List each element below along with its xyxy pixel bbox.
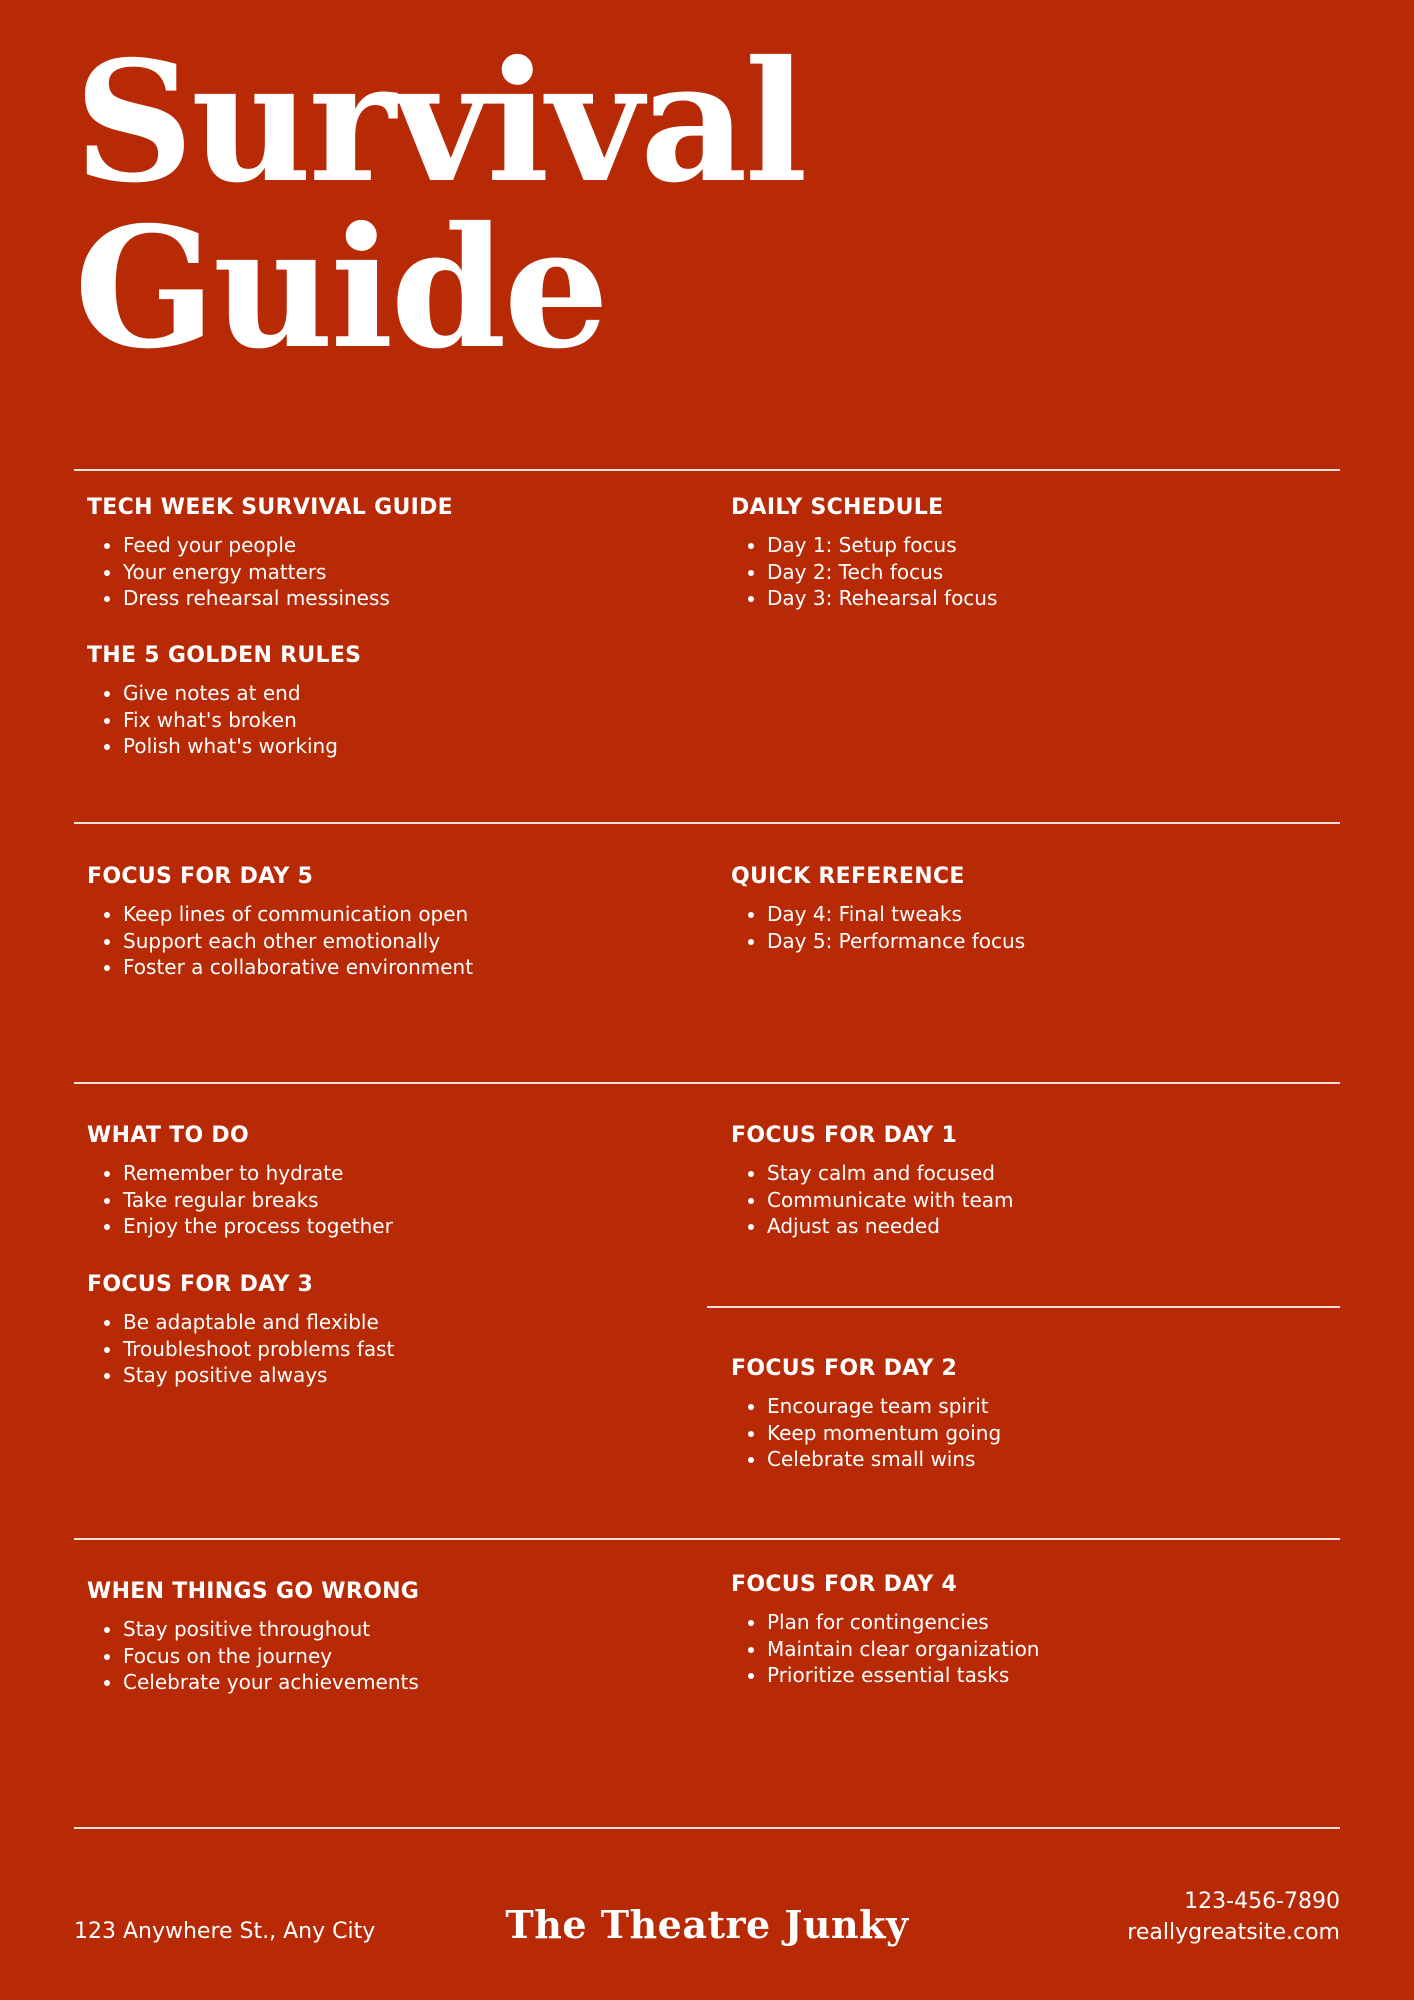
list-item: • Focus on the journey: [123, 1643, 687, 1670]
list-item: • Communicate with team: [767, 1187, 1331, 1214]
section-focus-day-4: [731, 1571, 1331, 1689]
bullet-list: [87, 1309, 687, 1389]
list-item: • Day 5: Performance focus: [767, 928, 1331, 955]
section-heading: FOCUS FOR DAY 1: [731, 1123, 958, 1148]
list-item: • Stay positive throughout: [123, 1616, 687, 1643]
section-golden-rules: [87, 642, 687, 760]
list-item: • Give notes at end: [123, 680, 687, 707]
bullet-list: [87, 680, 687, 760]
section-heading: TECH WEEK SURVIVAL GUIDE: [87, 495, 453, 520]
title-line-2: Guide: [74, 191, 607, 386]
list-item: • Keep momentum going: [767, 1420, 1331, 1447]
section-focus-day-1: [731, 1122, 1331, 1240]
divider: [707, 1306, 1340, 1308]
section-daily-schedule: [731, 494, 1331, 612]
section-focus-day-3: [87, 1271, 687, 1389]
divider: [74, 1538, 1340, 1540]
bullet-list: [731, 901, 1331, 954]
section-quick-reference: [731, 863, 1331, 954]
section-heading: QUICK REFERENCE: [731, 864, 965, 889]
list-item: • Day 3: Rehearsal focus: [767, 585, 1331, 612]
list-item: • Prioritize essential tasks: [767, 1662, 1331, 1689]
section-when-things-go-wrong: [87, 1578, 687, 1696]
divider: [74, 1082, 1340, 1084]
bullet-list: [731, 532, 1331, 612]
list-item: • Stay calm and focused: [767, 1160, 1331, 1187]
footer-phone: 123-456-7890: [1184, 1889, 1340, 1914]
section-heading: FOCUS FOR DAY 5: [87, 864, 314, 889]
list-item: • Celebrate your achievements: [123, 1669, 687, 1696]
footer-website[interactable]: reallygreatsite.com: [1127, 1920, 1340, 1945]
list-item: • Troubleshoot problems fast: [123, 1336, 687, 1363]
section-heading: WHEN THINGS GO WRONG: [87, 1579, 420, 1604]
section-heading: THE 5 GOLDEN RULES: [87, 643, 362, 668]
list-item: • Encourage team spirit: [767, 1393, 1331, 1420]
footer-brand: The Theatre Junky: [505, 1902, 909, 1947]
section-what-to-do: [87, 1122, 687, 1240]
list-item: • Adjust as needed: [767, 1213, 1331, 1240]
section-heading: DAILY SCHEDULE: [731, 495, 944, 520]
section-heading: FOCUS FOR DAY 3: [87, 1272, 314, 1297]
list-item: • Be adaptable and flexible: [123, 1309, 687, 1336]
section-focus-day-2: [731, 1355, 1331, 1473]
list-item: • Keep lines of communication open: [123, 901, 687, 928]
bullet-list: [87, 1616, 687, 1696]
section-tech-week: [87, 494, 687, 612]
divider: [74, 822, 1340, 824]
section-heading: WHAT TO DO: [87, 1123, 249, 1148]
bullet-list: [731, 1393, 1331, 1473]
list-item: • Enjoy the process together: [123, 1213, 687, 1240]
list-item: • Dress rehearsal messiness: [123, 585, 687, 612]
title-line-1: Survival: [74, 25, 805, 220]
list-item: • Stay positive always: [123, 1362, 687, 1389]
section-heading: FOCUS FOR DAY 4: [731, 1572, 958, 1597]
list-item: • Your energy matters: [123, 559, 687, 586]
list-item: • Remember to hydrate: [123, 1160, 687, 1187]
footer-address: 123 Anywhere St., Any City: [74, 1919, 376, 1944]
list-item: • Day 4: Final tweaks: [767, 901, 1331, 928]
page-title: [74, 25, 805, 386]
bullet-list: [731, 1160, 1331, 1240]
bullet-list: [87, 901, 687, 981]
list-item: • Maintain clear organization: [767, 1636, 1331, 1663]
list-item: • Feed your people: [123, 532, 687, 559]
bullet-list: [87, 532, 687, 612]
footer-contact: [1127, 1886, 1340, 1948]
list-item: • Foster a collaborative environment: [123, 954, 687, 981]
bullet-list: [87, 1160, 687, 1240]
divider: [74, 1827, 1340, 1829]
list-item: • Plan for contingencies: [767, 1609, 1331, 1636]
list-item: • Day 2: Tech focus: [767, 559, 1331, 586]
list-item: • Polish what's working: [123, 733, 687, 760]
section-heading: FOCUS FOR DAY 2: [731, 1356, 958, 1381]
list-item: • Take regular breaks: [123, 1187, 687, 1214]
list-item: • Day 1: Setup focus: [767, 532, 1331, 559]
bullet-list: [731, 1609, 1331, 1689]
divider: [74, 469, 1340, 471]
list-item: • Fix what's broken: [123, 707, 687, 734]
section-focus-day-5: [87, 863, 687, 981]
list-item: • Support each other emotionally: [123, 928, 687, 955]
list-item: • Celebrate small wins: [767, 1446, 1331, 1473]
